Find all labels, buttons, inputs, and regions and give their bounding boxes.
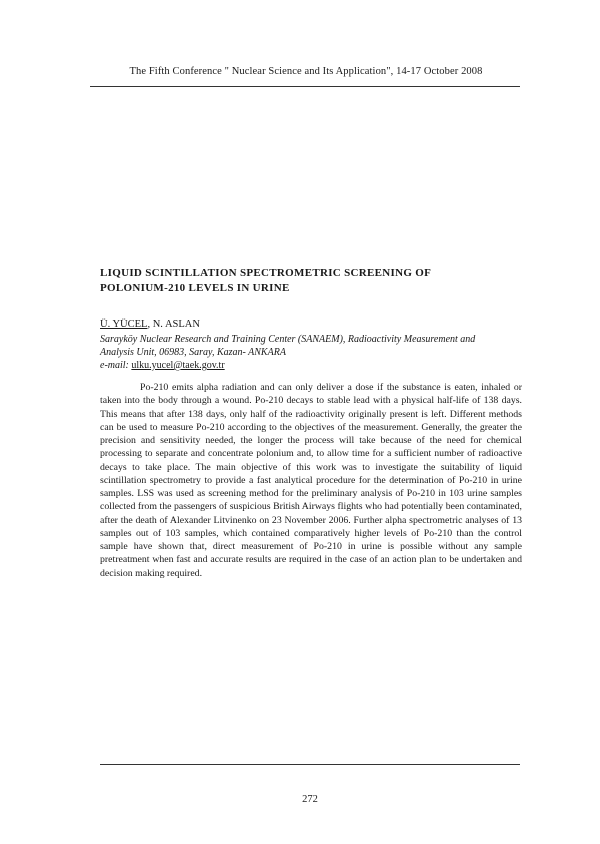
co-author: N. ASLAN xyxy=(152,319,200,330)
running-header: The Fifth Conference " Nuclear Science and Its Application", 14-17 October 2008 xyxy=(129,66,483,77)
presenting-author: Ü. YÜCEL xyxy=(100,319,148,330)
email-line xyxy=(100,359,520,372)
footer-rule xyxy=(100,764,520,765)
paper-title-line-1: LIQUID SCINTILLATION SPECTROMETRIC SCREENING OF xyxy=(100,267,432,279)
email-link[interactable]: ulku.yucel@taek.gov.tr xyxy=(131,360,225,371)
author-separator: , xyxy=(147,319,153,330)
abstract-paragraph: Po-210 emits alpha radiation and can only deliver a dose if the substance is eaten, inhaled or taken into the body through a wound. Po-210 decays to stable lead with a physical half-life of 138 days. This means that after 138 days, only half of the radioactivity originally present is left. Different methods can be used to measure Po-210 according to the objectives of the measurement. Generally, the greater the precision and sensitivity needed, the longer the process will take because of the need for chemical processing to separate and concentrate polonium and, to allow time for a sufficient number of radioactive decays to take place. The main objective of this work was to investigate the suitability of liquid scintillation spectrometry to provide a fast analytical procedure for the determination of Po-210 in urine samples. LSS was used as screening method for the preliminary analysis of Po-210 in 103 urine samples collected from the passengers of suspicious British Airways flights who had potentially been contaminated, after the death of Alexander Litvinenko on 23 November 2006. Further alpha spectrometric analyses of 13 samples out of 103 samples, which contained comparatively higher levels of Po-210 than the control sample have shown that, direct measurement of Po-210 in urine is possible without any sample pretreatment when fast and accurate results are required in the case of an action plan to be undertaken and decision making required. xyxy=(100,382,522,579)
affiliation-line-2: Analysis Unit, 06983, Saray, Kazan- ANKARA xyxy=(100,347,286,358)
header-rule xyxy=(90,86,520,87)
paper-title-line-2: POLONIUM-210 LEVELS IN URINE xyxy=(100,282,290,294)
page-number: 272 xyxy=(302,794,318,805)
paper-title xyxy=(100,266,520,296)
author-affiliation xyxy=(100,333,520,372)
author-list xyxy=(100,318,520,331)
email-label: e-mail: xyxy=(100,360,132,371)
affiliation-line-1: Sarayköy Nuclear Research and Training Center (SANAEM), Radioactivity Measurement and xyxy=(100,334,476,345)
